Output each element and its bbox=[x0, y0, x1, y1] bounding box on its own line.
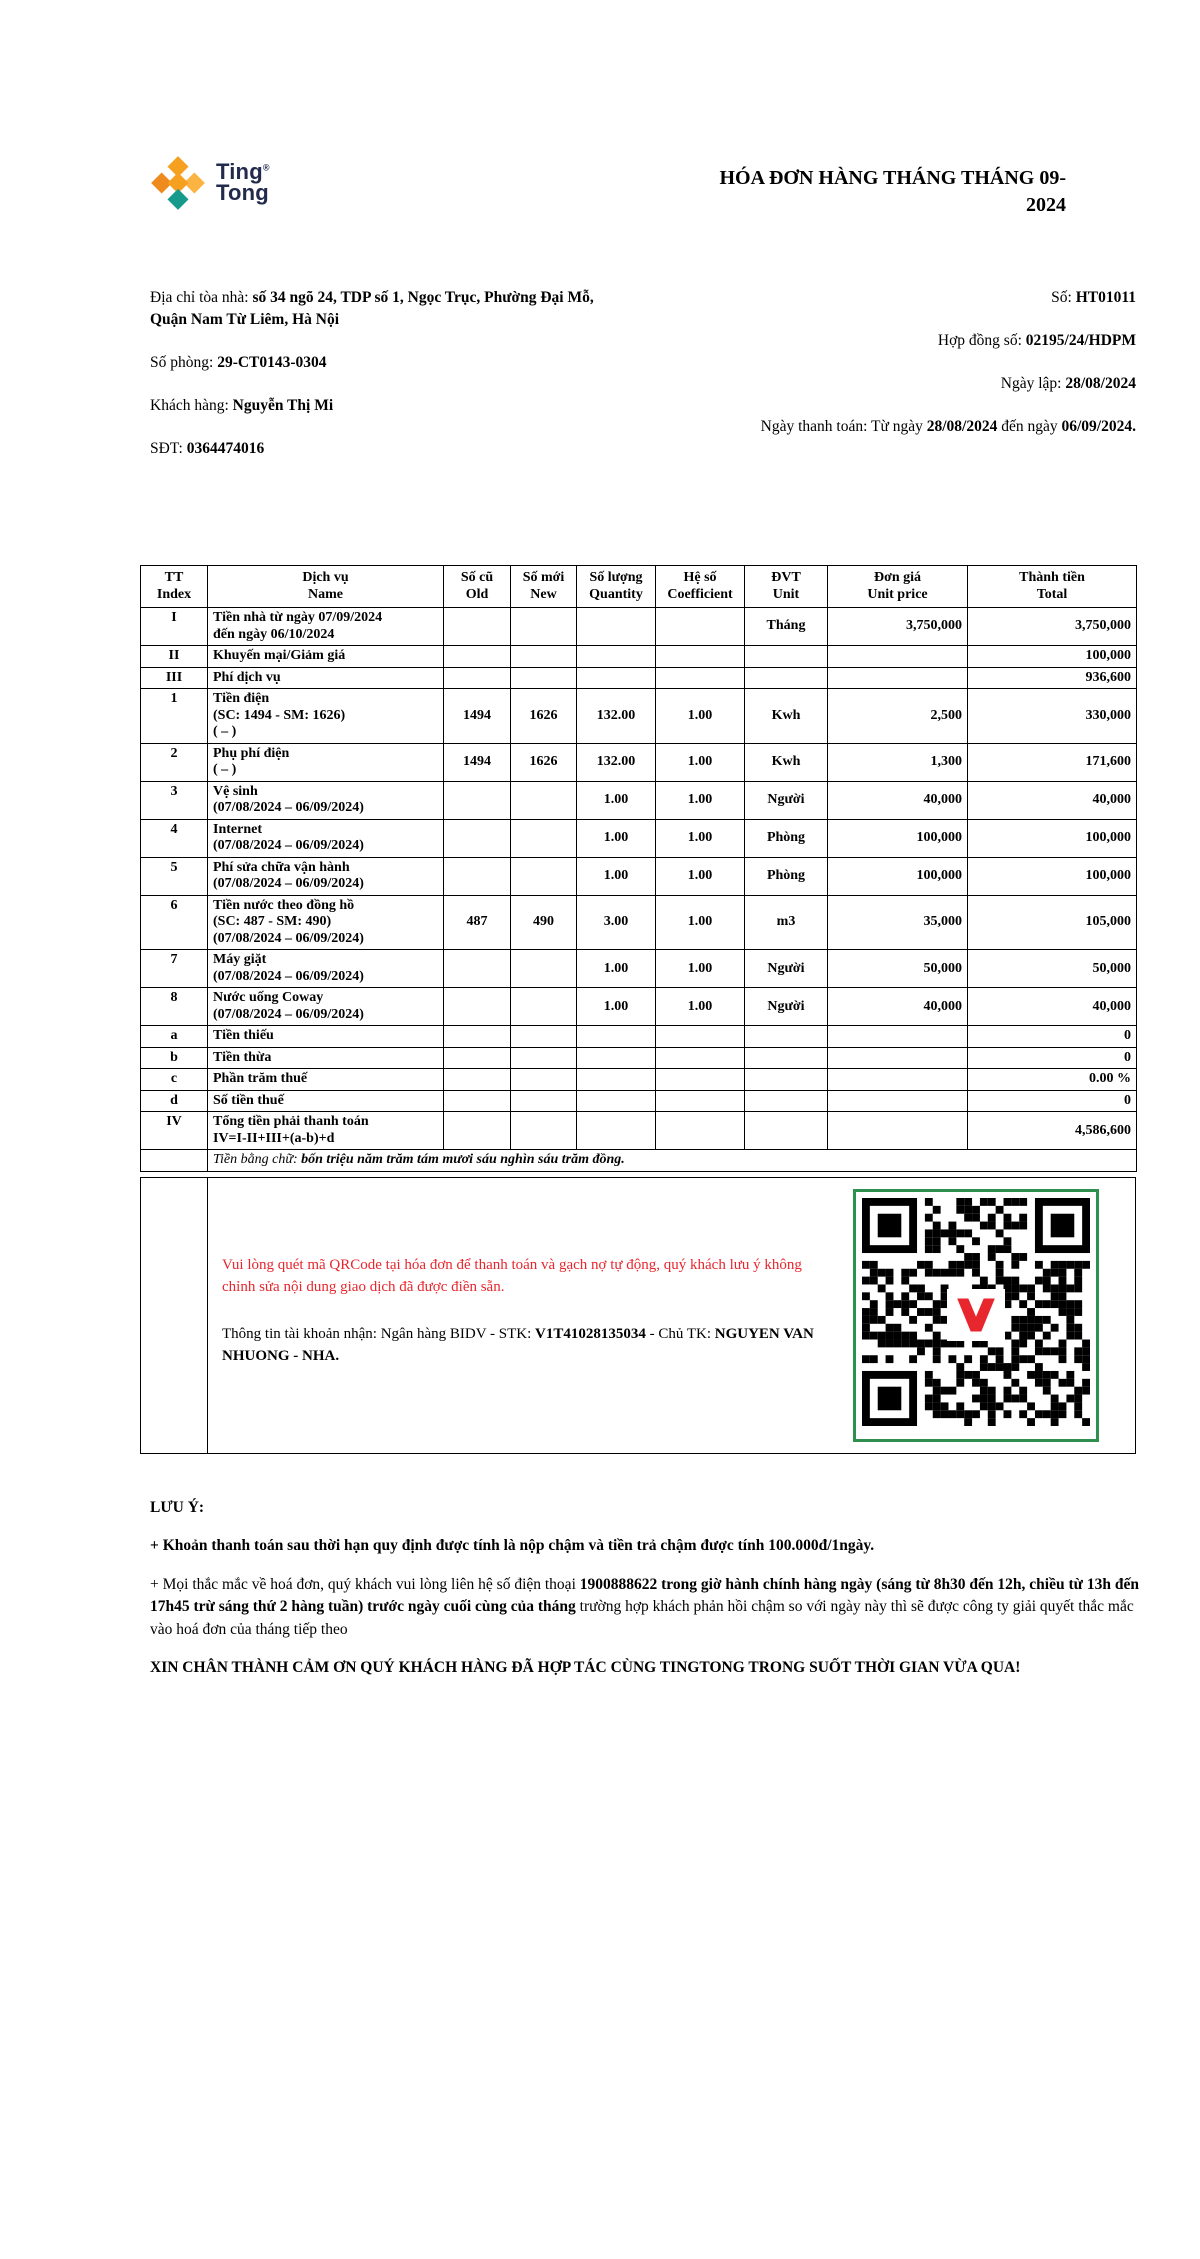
thank-you-note: XIN CHÂN THÀNH CẢM ƠN QUÝ KHÁCH HÀNG ĐÃ HỢP TÁC CÙNG TINGTONG TRONG SUỐT THỜI GIAN VỪA QUA! bbox=[150, 1659, 1021, 1677]
row-index-cell: b bbox=[141, 1047, 208, 1069]
column-header: ĐVT Unit bbox=[745, 566, 828, 608]
coefficient-cell: 1.00 bbox=[656, 895, 745, 950]
quantity-cell: 1.00 bbox=[577, 819, 656, 857]
row-index-cell: IV bbox=[141, 1112, 208, 1150]
unit-price-cell bbox=[828, 646, 968, 668]
service-name-cell: Nước uống Coway (07/08/2024 – 06/09/2024) bbox=[208, 988, 444, 1026]
service-name-cell: Tiền thiếu bbox=[208, 1026, 444, 1048]
footer-notes bbox=[150, 1497, 1140, 1680]
service-name-cell: Phí dịch vụ bbox=[208, 667, 444, 689]
unit-cell: Tháng bbox=[745, 608, 828, 646]
column-header: Số lượng Quantity bbox=[577, 566, 656, 608]
qr-payment-notice: Vui lòng quét mã QRCode tại hóa đơn để thanh toán và gạch nợ tự động, quý khách lưu ý không chỉnh sửa nội dung giao dịch đã được điền sẵn. bbox=[222, 1256, 802, 1296]
service-name-cell: Tiền nhà từ ngày 07/09/2024 đến ngày 06/10/2024 bbox=[208, 608, 444, 646]
total-cell: 100,000 bbox=[968, 857, 1137, 895]
table-row bbox=[141, 895, 1137, 950]
invoice-table-head bbox=[141, 566, 1137, 608]
unit-price-cell: 100,000 bbox=[828, 857, 968, 895]
new-reading-cell: 490 bbox=[511, 895, 577, 950]
table-row bbox=[141, 1026, 1137, 1048]
total-cell: 0 bbox=[968, 1090, 1137, 1112]
table-row bbox=[141, 667, 1137, 689]
unit-cell: Người bbox=[745, 781, 828, 819]
unit-price-cell bbox=[828, 1047, 968, 1069]
unit-price-cell: 3,750,000 bbox=[828, 608, 968, 646]
quantity-cell bbox=[577, 646, 656, 668]
total-cell: 4,586,600 bbox=[968, 1112, 1137, 1150]
quantity-cell: 1.00 bbox=[577, 988, 656, 1026]
quantity-cell bbox=[577, 1069, 656, 1091]
service-name-cell: Phí sửa chữa vận hành (07/08/2024 – 06/09/2024) bbox=[208, 857, 444, 895]
table-row bbox=[141, 781, 1137, 819]
room-number: Số phòng: 29-CT0143-0304 bbox=[150, 354, 327, 371]
notes-title: LƯU Ý: bbox=[150, 1498, 205, 1516]
coefficient-cell: 1.00 bbox=[656, 857, 745, 895]
new-reading-cell bbox=[511, 857, 577, 895]
unit-price-cell bbox=[828, 1026, 968, 1048]
old-reading-cell bbox=[444, 950, 511, 988]
total-cell: 0.00 % bbox=[968, 1069, 1137, 1091]
invoice-title: HÓA ĐƠN HÀNG THÁNG THÁNG 09-2024 bbox=[719, 167, 1066, 216]
issue-date: Ngày lập: 28/08/2024 bbox=[1000, 375, 1136, 392]
row-index-cell: 2 bbox=[141, 743, 208, 781]
coefficient-cell bbox=[656, 1090, 745, 1112]
column-header: Số mới New bbox=[511, 566, 577, 608]
service-name-cell: Tiền thừa bbox=[208, 1047, 444, 1069]
total-cell: 100,000 bbox=[968, 646, 1137, 668]
unit-cell bbox=[745, 1112, 828, 1150]
old-reading-cell: 1494 bbox=[444, 743, 511, 781]
total-cell: 936,600 bbox=[968, 667, 1137, 689]
amount-in-words-row bbox=[141, 1150, 1137, 1172]
unit-cell: m3 bbox=[745, 895, 828, 950]
payment-section-left-strip bbox=[141, 1178, 208, 1453]
service-name-cell: Phần trăm thuế bbox=[208, 1069, 444, 1091]
quantity-cell: 1.00 bbox=[577, 950, 656, 988]
unit-cell bbox=[745, 1047, 828, 1069]
new-reading-cell: 1626 bbox=[511, 743, 577, 781]
old-reading-cell bbox=[444, 819, 511, 857]
service-name-cell: Vệ sinh (07/08/2024 – 06/09/2024) bbox=[208, 781, 444, 819]
new-reading-cell bbox=[511, 1047, 577, 1069]
quantity-cell: 1.00 bbox=[577, 857, 656, 895]
header-row bbox=[141, 566, 1137, 608]
row-index-cell: II bbox=[141, 646, 208, 668]
old-reading-cell: 487 bbox=[444, 895, 511, 950]
unit-cell bbox=[745, 1090, 828, 1112]
quantity-cell bbox=[577, 1026, 656, 1048]
unit-price-cell: 2,500 bbox=[828, 689, 968, 744]
tingtong-logo-icon bbox=[150, 155, 206, 211]
unit-price-cell bbox=[828, 1090, 968, 1112]
invoice-table bbox=[140, 565, 1137, 1172]
total-cell: 330,000 bbox=[968, 689, 1137, 744]
table-row bbox=[141, 646, 1137, 668]
quantity-cell: 1.00 bbox=[577, 781, 656, 819]
old-reading-cell: 1494 bbox=[444, 689, 511, 744]
coefficient-cell bbox=[656, 1069, 745, 1091]
total-cell: 100,000 bbox=[968, 819, 1137, 857]
hotline-note: + Mọi thắc mắc về hoá đơn, quý khách vui lòng liên hệ số điện thoại 1900888622 trong giờ hành chính hàng ngày (sáng từ 8h30 đến 12h, chiều từ 13h đến 17h45 trừ sáng thứ 2 hàng tuần) trước ngày cuối cùng của tháng trường hợp khách phản hồi chậm so với ngày này thì sẽ được công ty giải quyết thắc mắc vào hoá đơn của tháng tiếp theo bbox=[150, 1575, 1139, 1638]
row-index-cell: III bbox=[141, 667, 208, 689]
row-index-cell: a bbox=[141, 1026, 208, 1048]
quantity-cell: 3.00 bbox=[577, 895, 656, 950]
column-header: Đơn giá Unit price bbox=[828, 566, 968, 608]
vietqr-v-icon bbox=[947, 1289, 1005, 1341]
row-index-cell: 7 bbox=[141, 950, 208, 988]
unit-cell bbox=[745, 667, 828, 689]
quantity-cell bbox=[577, 667, 656, 689]
service-name-cell: Số tiền thuế bbox=[208, 1090, 444, 1112]
quantity-cell: 132.00 bbox=[577, 689, 656, 744]
amount-in-words: Tiền bằng chữ: bốn triệu năm trăm tám mươi sáu nghìn sáu trăm đồng. bbox=[208, 1150, 1137, 1172]
table-row bbox=[141, 608, 1137, 646]
coefficient-cell bbox=[656, 667, 745, 689]
header bbox=[150, 155, 1136, 219]
unit-cell: Kwh bbox=[745, 689, 828, 744]
new-reading-cell: 1626 bbox=[511, 689, 577, 744]
column-header: Hệ số Coefficient bbox=[656, 566, 745, 608]
unit-price-cell: 100,000 bbox=[828, 819, 968, 857]
unit-price-cell bbox=[828, 1069, 968, 1091]
table-row bbox=[141, 1069, 1137, 1091]
new-reading-cell bbox=[511, 819, 577, 857]
coefficient-cell bbox=[656, 646, 745, 668]
old-reading-cell bbox=[444, 1090, 511, 1112]
new-reading-cell bbox=[511, 988, 577, 1026]
coefficient-cell: 1.00 bbox=[656, 819, 745, 857]
column-header: Thành tiền Total bbox=[968, 566, 1137, 608]
new-reading-cell bbox=[511, 1026, 577, 1048]
total-cell: 171,600 bbox=[968, 743, 1137, 781]
unit-cell: Người bbox=[745, 950, 828, 988]
tingtong-logo bbox=[150, 155, 270, 211]
old-reading-cell bbox=[444, 1047, 511, 1069]
customer-info bbox=[150, 287, 630, 481]
brand-name bbox=[216, 159, 270, 205]
payment-period: Ngày thanh toán: Từ ngày 28/08/2024 đến ngày 06/09/2024. bbox=[760, 418, 1136, 435]
old-reading-cell bbox=[444, 646, 511, 668]
empty-cell bbox=[141, 1150, 208, 1172]
table-row bbox=[141, 1090, 1137, 1112]
brand-name-line2: Tong bbox=[216, 180, 269, 205]
service-name-cell: Khuyến mại/Giảm giá bbox=[208, 646, 444, 668]
old-reading-cell bbox=[444, 1069, 511, 1091]
customer-phone: SĐT: 0364474016 bbox=[150, 440, 265, 457]
row-index-cell: 8 bbox=[141, 988, 208, 1026]
table-row bbox=[141, 950, 1137, 988]
customer-name: Khách hàng: Nguyễn Thị Mi bbox=[150, 397, 334, 414]
total-cell: 40,000 bbox=[968, 781, 1137, 819]
quantity-cell: 132.00 bbox=[577, 743, 656, 781]
service-name-cell: Tổng tiền phải thanh toán IV=I-II+III+(a-b)+d bbox=[208, 1112, 444, 1150]
total-cell: 0 bbox=[968, 1026, 1137, 1048]
qr-code bbox=[853, 1189, 1099, 1442]
new-reading-cell bbox=[511, 781, 577, 819]
coefficient-cell bbox=[656, 1047, 745, 1069]
service-name-cell: Tiền điện (SC: 1494 - SM: 1626) ( – ) bbox=[208, 689, 444, 744]
service-name-cell: Máy giặt (07/08/2024 – 06/09/2024) bbox=[208, 950, 444, 988]
new-reading-cell bbox=[511, 646, 577, 668]
new-reading-cell bbox=[511, 1069, 577, 1091]
invoice-number: Số: HT01011 bbox=[1051, 289, 1136, 306]
unit-cell: Phòng bbox=[745, 857, 828, 895]
unit-price-cell: 1,300 bbox=[828, 743, 968, 781]
brand-name-line1: Ting bbox=[216, 159, 263, 185]
old-reading-cell bbox=[444, 1112, 511, 1150]
total-cell: 40,000 bbox=[968, 988, 1137, 1026]
building-address: Địa chỉ tòa nhà: số 34 ngõ 24, TDP số 1, Ngọc Trục, Phường Đại Mỗ, Quận Nam Từ Liêm, Hà Nội bbox=[150, 289, 594, 328]
total-cell: 105,000 bbox=[968, 895, 1137, 950]
unit-price-cell: 40,000 bbox=[828, 781, 968, 819]
row-index-cell: 5 bbox=[141, 857, 208, 895]
old-reading-cell bbox=[444, 988, 511, 1026]
payment-instructions bbox=[208, 1178, 832, 1453]
old-reading-cell bbox=[444, 1026, 511, 1048]
row-index-cell: 6 bbox=[141, 895, 208, 950]
row-index-cell: 1 bbox=[141, 689, 208, 744]
invoice-meta bbox=[150, 287, 1136, 481]
coefficient-cell bbox=[656, 1112, 745, 1150]
old-reading-cell bbox=[444, 781, 511, 819]
coefficient-cell bbox=[656, 608, 745, 646]
invoice-details bbox=[736, 287, 1136, 481]
coefficient-cell: 1.00 bbox=[656, 781, 745, 819]
table-row bbox=[141, 988, 1137, 1026]
unit-price-cell bbox=[828, 1112, 968, 1150]
coefficient-cell bbox=[656, 1026, 745, 1048]
bank-account-info: Thông tin tài khoản nhận: Ngân hàng BIDV - STK: V1T41028135034 - Chủ TK: NGUYEN VAN NHUONG - NHA. bbox=[222, 1325, 814, 1365]
total-cell: 50,000 bbox=[968, 950, 1137, 988]
total-cell: 3,750,000 bbox=[968, 608, 1137, 646]
table-row bbox=[141, 1112, 1137, 1150]
row-index-cell: I bbox=[141, 608, 208, 646]
unit-cell: Người bbox=[745, 988, 828, 1026]
unit-cell bbox=[745, 1069, 828, 1091]
unit-price-cell: 40,000 bbox=[828, 988, 968, 1026]
row-index-cell: d bbox=[141, 1090, 208, 1112]
coefficient-cell: 1.00 bbox=[656, 743, 745, 781]
quantity-cell bbox=[577, 1090, 656, 1112]
table-row bbox=[141, 819, 1137, 857]
column-header: TT Index bbox=[141, 566, 208, 608]
new-reading-cell bbox=[511, 667, 577, 689]
table-row bbox=[141, 743, 1137, 781]
unit-cell: Phòng bbox=[745, 819, 828, 857]
unit-price-cell: 50,000 bbox=[828, 950, 968, 988]
service-name-cell: Tiền nước theo đồng hồ (SC: 487 - SM: 490) (07/08/2024 – 06/09/2024) bbox=[208, 895, 444, 950]
registered-mark: ® bbox=[262, 162, 270, 173]
payment-section bbox=[140, 1177, 1136, 1454]
new-reading-cell bbox=[511, 1090, 577, 1112]
unit-cell: Kwh bbox=[745, 743, 828, 781]
late-payment-note: + Khoản thanh toán sau thời hạn quy định được tính là nộp chậm và tiền trả chậm được tính 100.000đ/1ngày. bbox=[150, 1537, 875, 1555]
column-header: Dịch vụ Name bbox=[208, 566, 444, 608]
coefficient-cell: 1.00 bbox=[656, 988, 745, 1026]
unit-price-cell: 35,000 bbox=[828, 895, 968, 950]
new-reading-cell bbox=[511, 1112, 577, 1150]
quantity-cell bbox=[577, 1047, 656, 1069]
row-index-cell: c bbox=[141, 1069, 208, 1091]
column-header: Số cũ Old bbox=[444, 566, 511, 608]
old-reading-cell bbox=[444, 608, 511, 646]
table-row bbox=[141, 857, 1137, 895]
old-reading-cell bbox=[444, 667, 511, 689]
unit-cell bbox=[745, 646, 828, 668]
coefficient-cell: 1.00 bbox=[656, 689, 745, 744]
table-row bbox=[141, 689, 1137, 744]
quantity-cell bbox=[577, 1112, 656, 1150]
unit-price-cell bbox=[828, 667, 968, 689]
row-index-cell: 3 bbox=[141, 781, 208, 819]
new-reading-cell bbox=[511, 608, 577, 646]
row-index-cell: 4 bbox=[141, 819, 208, 857]
coefficient-cell: 1.00 bbox=[656, 950, 745, 988]
total-cell: 0 bbox=[968, 1047, 1137, 1069]
unit-cell bbox=[745, 1026, 828, 1048]
table-row bbox=[141, 1047, 1137, 1069]
invoice-table-body bbox=[141, 608, 1137, 1150]
new-reading-cell bbox=[511, 950, 577, 988]
service-name-cell: Internet (07/08/2024 – 06/09/2024) bbox=[208, 819, 444, 857]
quantity-cell bbox=[577, 608, 656, 646]
service-name-cell: Phụ phí điện ( – ) bbox=[208, 743, 444, 781]
old-reading-cell bbox=[444, 857, 511, 895]
contract-number: Hợp đồng số: 02195/24/HDPM bbox=[937, 332, 1136, 349]
